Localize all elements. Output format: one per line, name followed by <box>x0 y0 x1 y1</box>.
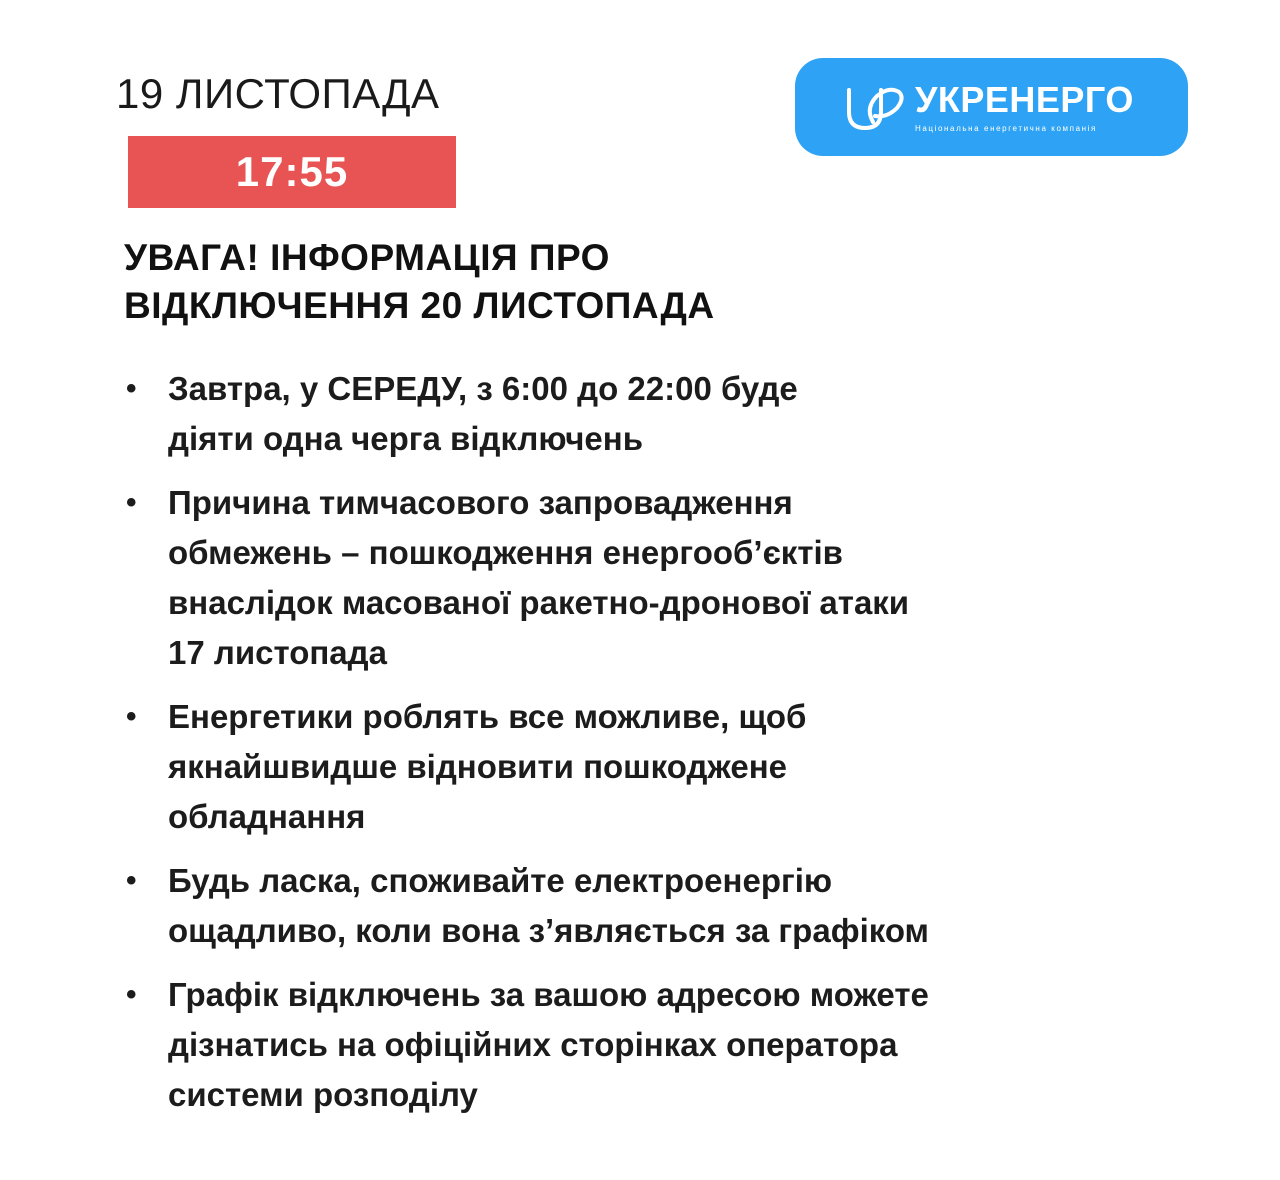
bullet-line: якнайшвидше відновити пошкоджене <box>168 748 788 785</box>
bullet-item <box>124 364 1124 464</box>
bullet-line: дізнатись на офіційних сторінках оператора <box>168 1026 898 1063</box>
bullet-dot-icon: • <box>126 372 137 405</box>
bullet-line: Будь ласка, споживайте електроенергію <box>168 862 833 899</box>
headline-line: УВАГА! ІНФОРМАЦІЯ ПРО <box>124 237 610 278</box>
bullet-line: ощадливо, коли вона з’являється за графіком <box>168 912 929 949</box>
ukrenergo-logo-icon <box>843 82 909 134</box>
bullet-dot-icon: • <box>126 978 137 1011</box>
bullet-line: Графік відключень за вашою адресою можете <box>168 976 929 1013</box>
ukrenergo-logo <box>795 58 1188 156</box>
bullet-line: Причина тимчасового запровадження <box>168 484 793 521</box>
bullet-line: внаслідок масованої ракетно-дронової атаки <box>168 584 910 621</box>
bullet-dot-icon: • <box>126 700 137 733</box>
time-badge <box>128 136 456 208</box>
bullet-item <box>124 856 1124 956</box>
bullet-item <box>124 478 1124 678</box>
headline <box>124 234 1084 330</box>
bullet-dot-icon: • <box>126 486 137 519</box>
bullet-item <box>124 692 1124 842</box>
bullet-line: обладнання <box>168 798 366 835</box>
date-heading: 19 ЛИСТОПАДА <box>116 70 440 117</box>
time-label: 17:55 <box>235 148 349 195</box>
bullet-line: 17 листопада <box>168 634 387 671</box>
headline-line: ВІДКЛЮЧЕННЯ 20 ЛИСТОПАДА <box>124 285 715 326</box>
bullet-line: Енергетики роблять все можливе, щоб <box>168 698 807 735</box>
bullet-item <box>124 970 1124 1120</box>
bullet-dot-icon: • <box>126 864 137 897</box>
bullet-line: Завтра, у СЕРЕДУ, з 6:00 до 22:00 буде <box>168 370 798 407</box>
logo-tagline: Національна енергетична компанія <box>915 124 1097 133</box>
bullet-line: діяти одна черга відключень <box>168 420 643 457</box>
bullet-list <box>124 364 1124 1134</box>
logo-name: УКРЕНЕРГО <box>915 79 1134 120</box>
bullet-line: системи розподілу <box>168 1076 478 1113</box>
bullet-line: обмежень – пошкодження енергооб’єктів <box>168 534 843 571</box>
